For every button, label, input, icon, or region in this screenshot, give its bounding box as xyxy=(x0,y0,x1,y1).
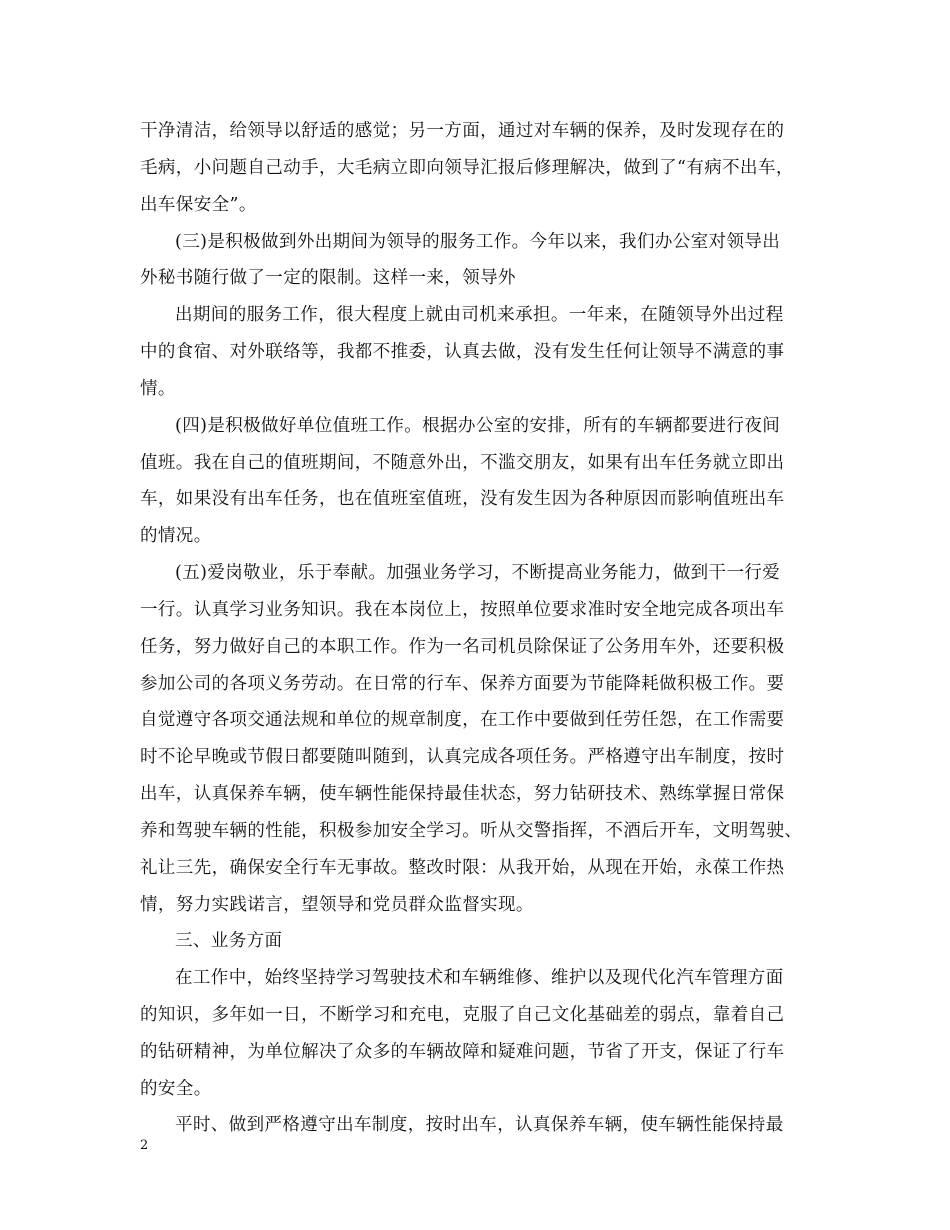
text-line: 中的食宿、对外联络等，我都不推委，认真去做，没有发生任何让领导不满意的事 xyxy=(140,342,785,362)
text-line: (四)是积极做好单位值班工作。根据办公室的安排，所有的车辆都要进行夜间 xyxy=(175,416,781,436)
text-line: 的钻研精神，为单位解决了众多的车辆故障和疑难问题，节省了开支，保证了行车 xyxy=(140,1042,785,1062)
text-line: 任务，努力做好自己的本职工作。作为一名司机员除保证了公务用车外，还要积极 xyxy=(140,637,785,657)
text-line: (五)爱岗敬业，乐于奉献。加强业务学习，不断提高业务能力，做到干一行爱 xyxy=(175,563,781,583)
text-line: 养和驾驶车辆的性能，积极参加安全学习。听从交警指挥，不酒后开车，文明驾驶、 xyxy=(140,821,803,841)
text-line: 的安全。 xyxy=(140,1079,212,1099)
text-line: 平时、做到严格遵守出车制度，按时出车，认真保养车辆，使车辆性能保持最 xyxy=(175,1115,784,1135)
text-line: 出车，认真保养车辆，使车辆性能保持最佳状态，努力钻研技术、熟练掌握日常保 xyxy=(140,784,785,804)
text-line: 礼让三先，确保安全行车无事故。整改时限：从我开始，从现在开始，永葆工作热 xyxy=(140,858,785,878)
text-line: 出期间的服务工作，很大程度上就由司机来承担。一年来，在随领导外出过程 xyxy=(175,305,784,325)
text-line: 干净清洁，给领导以舒适的感觉；另一方面，通过对车辆的保养，及时发现存在的 xyxy=(140,121,785,141)
page-number: 2 xyxy=(140,1138,149,1153)
text-line: 的情况。 xyxy=(140,526,212,546)
text-line: 的知识，多年如一日，不断学习和充电，克服了自己文化基础差的弱点，靠着自己 xyxy=(140,1005,785,1025)
text-line: 时不论早晚或节假日都要随叫随到，认真完成各项任务。严格遵守出车制度，按时 xyxy=(140,747,785,767)
text-line: (三)是积极做到外出期间为领导的服务工作。今年以来，我们办公室对领导出 xyxy=(175,232,781,252)
text-line: 情。 xyxy=(140,379,176,399)
text-line: 在工作中，始终坚持学习驾驶技术和车辆维修、维护以及现代化汽车管理方面 xyxy=(175,968,784,988)
text-line: 毛病，小问题自己动手，大毛病立即向领导汇报后修理解决，做到了“有病不出车， xyxy=(140,158,794,178)
text-line: 情，努力实践诺言，望领导和党员群众监督实现。 xyxy=(140,895,534,915)
text-line: 参加公司的各项义务劳动。在日常的行车、保养方面要为节能降耗做积极工作。要 xyxy=(140,674,785,694)
text-line: 出车保安全”。 xyxy=(140,195,257,215)
section-heading: 三、业务方面 xyxy=(175,931,283,951)
text-line: 值班。我在自己的值班期间，不随意外出，不滥交朋友，如果有出车任务就立即出 xyxy=(140,453,785,473)
text-line: 一行。认真学习业务知识。我在本岗位上，按照单位要求准时安全地完成各项出车 xyxy=(140,600,785,620)
text-line: 自觉遵守各项交通法规和单位的规章制度，在工作中要做到任劳任怨，在工作需要 xyxy=(140,710,785,730)
text-line: 外秘书随行做了一定的限制。这样一来，领导外 xyxy=(140,268,516,288)
text-line: 车，如果没有出车任务，也在值班室值班，没有发生因为各种原因而影响值班出车 xyxy=(140,489,785,509)
